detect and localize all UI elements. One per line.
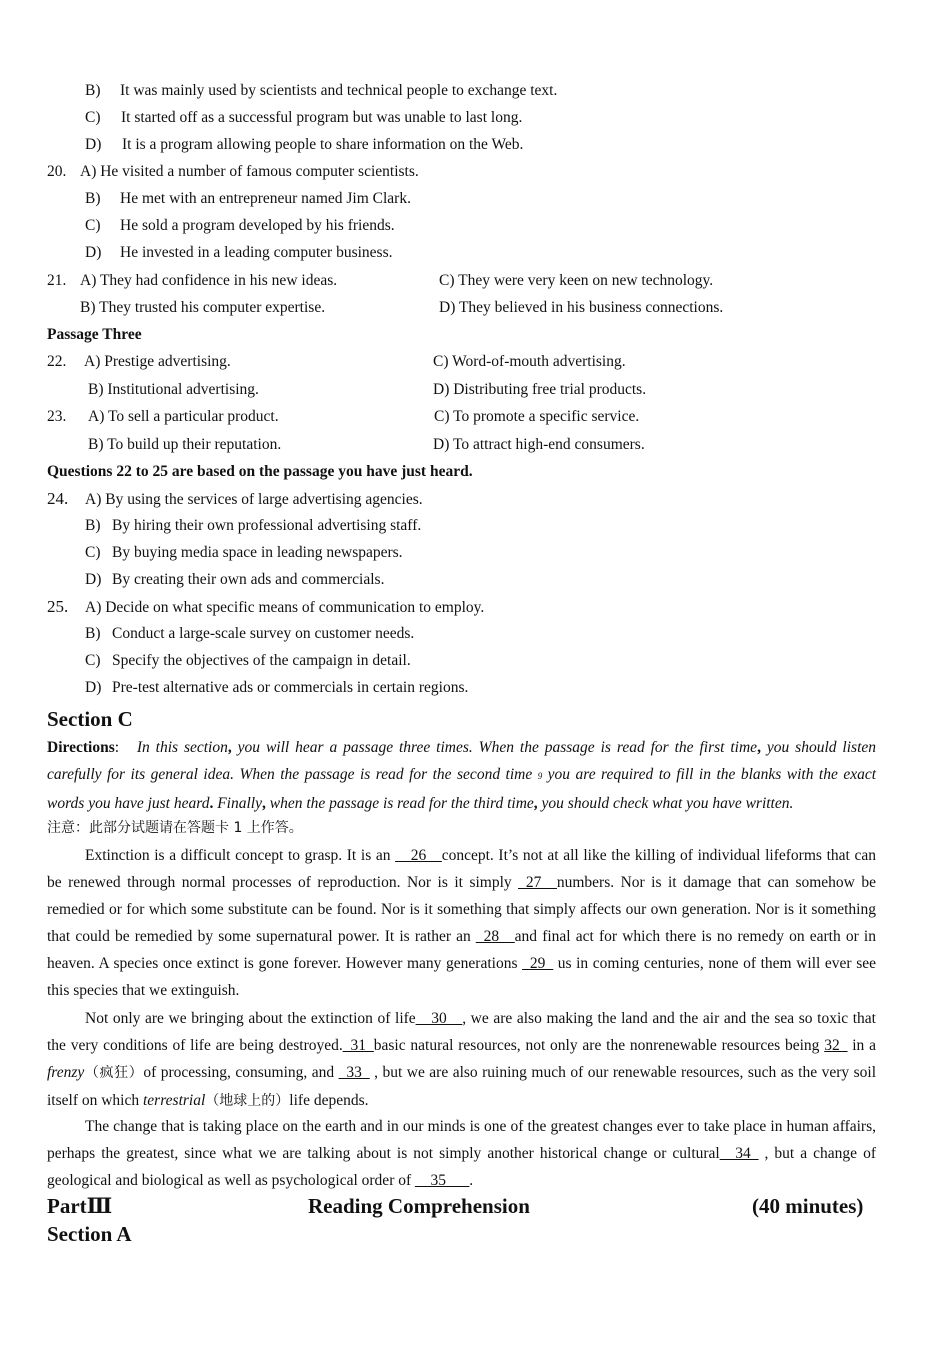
directions-text-3: you should listen carefully for its general idea. When the passage is read for the second time — [47, 739, 877, 783]
blank-35: __35___ — [415, 1172, 470, 1189]
word-terrestrial: terrestrial — [143, 1092, 206, 1109]
option-text: Pre-test alternative ads or commercials in certain regions. — [112, 679, 469, 696]
q24-option-b — [85, 516, 421, 536]
q19-option-b — [85, 81, 557, 101]
question-number: 24. — [47, 489, 69, 508]
option-text: Conduct a large-scale survey on customer needs. — [112, 625, 415, 642]
directions-text-6: when the passage is read for the third time — [269, 795, 534, 812]
option-text: It is a program allowing people to share information on the Web. — [122, 136, 524, 153]
option-letter: B) — [85, 82, 101, 99]
q25-option-c — [85, 651, 411, 671]
q24-option-a — [47, 489, 423, 510]
option-text: A) He visited a number of famous computer scientists. — [80, 163, 419, 180]
blank-30: __30__ — [415, 1010, 463, 1027]
q25-option-b — [85, 624, 414, 644]
option-text: By hiring their own professional advertising staff. — [112, 517, 422, 534]
terrestrial-gloss: （地球上的） — [205, 1093, 290, 1109]
option-letter: B) — [85, 625, 101, 642]
option-text: He sold a program developed by his friends. — [120, 217, 395, 234]
q23-option-b: B) To build up their reputation. — [88, 436, 282, 453]
option-letter: D) — [85, 136, 102, 153]
option-text: A) To sell a particular product. — [88, 408, 279, 425]
passage-three-heading: Passage Three — [47, 326, 142, 343]
option-text: By buying media space in leading newspapers. — [112, 544, 403, 561]
option-text: It started off as a successful program but was unable to last long. — [121, 109, 523, 126]
q21-row-1 — [47, 271, 337, 291]
passage-text: basic natural resources, not only are the nonrenewable resources being — [373, 1037, 825, 1054]
section-a-heading: Section A — [47, 1222, 132, 1246]
blank-34: __34_ — [719, 1145, 759, 1162]
option-letter: B) — [85, 517, 101, 534]
passage-text: , but a change of geological and biological as well as psychological order of — [47, 1145, 876, 1189]
section-c-directions: Directions: In this section, you will hear a passage three times. When the passage is read for the first time, you should listen carefully for its general idea. When the passage is read for the second time 9 you are required to fill in the blanks with the exact words you have just heard. Finally, when the passage is read for the third time, you should check what you have written. — [47, 739, 877, 812]
frenzy-gloss: （疯狂） — [84, 1065, 144, 1081]
blank-27: _27__ — [518, 874, 557, 891]
q21-option-c: C) They were very keen on new technology. — [439, 272, 714, 289]
q20-option-d — [85, 243, 392, 263]
passage-text: us in coming centuries, none of them will ever see this species that we extinguish. — [47, 955, 876, 999]
passage-text: and final act for which there is no remedy on earth or in heaven. A species once extinct is gone forever. However many generations — [47, 928, 876, 972]
option-letter: C) — [85, 544, 101, 561]
option-letter: C) — [85, 652, 101, 669]
option-text: Specify the objectives of the campaign in detail. — [112, 652, 411, 669]
passage-text: , but we are also ruining much of our renewable resources, such as the very soil itself on which — [47, 1064, 876, 1109]
passage-text: The change that is taking place on the earth and in our minds is one of the greatest changes ever to take place in human affairs, perhaps the greatest, since what we are talking about is not simply another historical change or cultural — [47, 1118, 876, 1162]
option-letter: D) — [85, 244, 102, 261]
option-letter: C) — [85, 217, 101, 234]
question-number: 23. — [47, 408, 67, 425]
directions-text-1: In this section — [136, 739, 228, 756]
option-text: A) By using the services of large advertising agencies. — [85, 491, 423, 508]
passage-text: of processing, consuming, and — [143, 1064, 339, 1081]
q25-option-d — [85, 678, 468, 698]
q22-row-1 — [47, 352, 231, 372]
q19-option-c — [85, 108, 522, 128]
passage-text: . — [469, 1172, 474, 1189]
directions-text-5: Finally — [217, 795, 262, 812]
part-3-label: PartⅢ — [47, 1194, 113, 1218]
passage-paragraph-3 — [47, 1113, 876, 1194]
q19-option-d — [85, 135, 523, 155]
question-number: 20. — [47, 163, 67, 180]
q20-option-c — [85, 216, 395, 236]
q22-option-d: D) Distributing free trial products. — [433, 381, 647, 398]
option-text: A) They had confidence in his new ideas. — [80, 272, 338, 289]
option-letter: B) — [85, 190, 101, 207]
option-letter: D) — [85, 679, 102, 696]
word-frenzy: frenzy — [47, 1064, 85, 1081]
question-number: 25. — [47, 597, 69, 616]
directions-text-2: you will hear a passage three times. When the passage is read for the first time — [237, 739, 758, 756]
q21-option-d: D) They believed in his business connections. — [439, 299, 724, 316]
q20-option-a — [47, 162, 419, 182]
q22-option-b: B) Institutional advertising. — [88, 381, 259, 398]
q23-row-1 — [47, 407, 279, 427]
option-text: It was mainly used by scientists and technical people to exchange text. — [120, 82, 558, 99]
blank-32: 32_ — [824, 1037, 848, 1054]
passage-text: concept. It’s not at all like the killing of individual lifeforms that can be renewed through normal processes of reproduction. Nor is it simply — [47, 847, 876, 891]
passage-text: Not only are we bringing about the extinction of life — [85, 1010, 416, 1027]
directions-label: Directions — [47, 739, 115, 756]
blank-31: _31_ — [342, 1037, 374, 1054]
directions-mark: 9 — [537, 771, 543, 781]
answer-sheet-note: 注意：此部分试题请在答题卡 1 上作答。 — [47, 820, 303, 836]
q23-option-d: D) To attract high-end consumers. — [433, 436, 645, 453]
directions-text-4: you are required to fill in the blanks with the exact words you have just heard — [47, 766, 877, 812]
q24-option-d — [85, 570, 384, 590]
q21-option-b: B) They trusted his computer expertise. — [80, 299, 326, 316]
blank-29: _29_ — [522, 955, 554, 972]
option-text: A) Prestige advertising. — [84, 353, 231, 370]
q25-option-a — [47, 597, 484, 618]
blank-33: _33_ — [338, 1064, 370, 1081]
option-text: He invested in a leading computer business. — [120, 244, 393, 261]
question-number: 21. — [47, 272, 67, 289]
q23-option-c: C) To promote a specific service. — [434, 408, 640, 425]
part-3-title: Reading Comprehension — [308, 1194, 530, 1218]
q22-option-c: C) Word-of-mouth advertising. — [433, 353, 626, 370]
q20-option-b — [85, 189, 411, 209]
passage-text: Extinction is a difficult concept to grasp. It is an — [85, 847, 396, 864]
directions-text-7: you should check what you have written. — [541, 795, 794, 812]
passage-paragraph-2 — [47, 1005, 876, 1115]
questions-note: Questions 22 to 25 are based on the passage you have just heard. — [47, 463, 473, 480]
passage-paragraph-1 — [47, 842, 876, 1004]
option-text: By creating their own ads and commercials. — [112, 571, 385, 588]
option-letter: D) — [85, 571, 102, 588]
question-number: 22. — [47, 353, 67, 370]
section-c-heading: Section C — [47, 707, 133, 731]
part-3-time: (40 minutes) — [752, 1194, 864, 1218]
blank-26: __26__ — [395, 847, 442, 864]
option-letter: C) — [85, 109, 101, 126]
passage-text: numbers. Nor is it damage that can somehow be remedied or for which some substitute can be found. Nor is it something that simply affects our own generation. Nor is it something that could be remedied by some supernatural power. It is rather an — [47, 874, 876, 945]
blank-28: _28__ — [475, 928, 515, 945]
option-text: A) Decide on what specific means of communication to employ. — [85, 599, 485, 616]
directions-colon: : — [114, 739, 120, 756]
option-text: He met with an entrepreneur named Jim Clark. — [120, 190, 411, 207]
passage-text: life depends. — [289, 1092, 369, 1109]
passage-text: , we are also making the land and the air and the sea so toxic that the very conditions of life are being destroyed. — [47, 1010, 876, 1054]
q24-option-c — [85, 543, 403, 563]
passage-text: in a — [847, 1037, 876, 1054]
